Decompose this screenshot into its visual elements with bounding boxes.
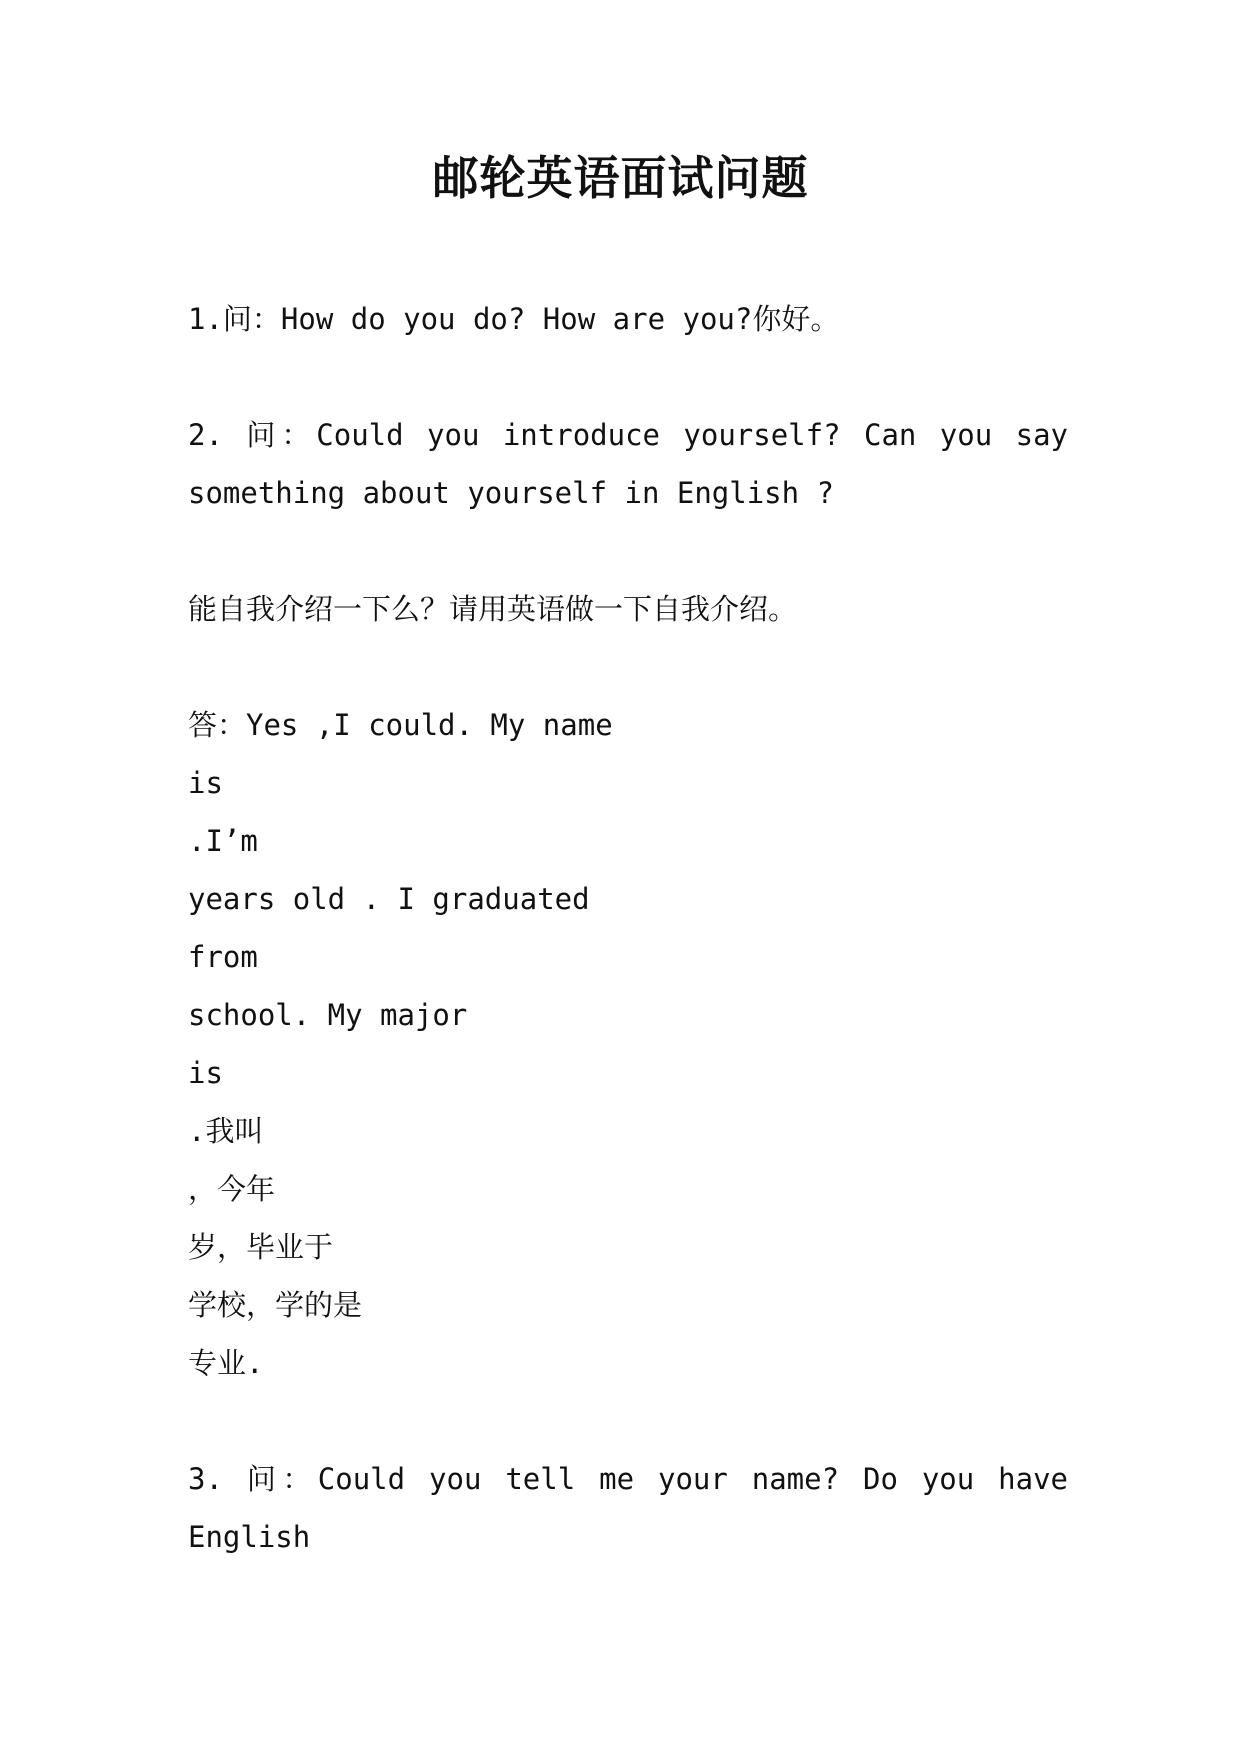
answer-line: from (188, 940, 258, 974)
answer-line: 答：Yes ,I could. My name (188, 708, 613, 742)
answer-line: is (188, 766, 223, 800)
paragraph-gap (188, 638, 1068, 696)
document-title: 邮轮英语面试问题 (432, 151, 809, 205)
answer-line: ，今年 (188, 1172, 276, 1206)
answer-line: years old . I graduated (188, 882, 590, 916)
question-2-line-2: something about yourself in English ? (188, 476, 835, 510)
answer-line: .I’m (188, 824, 258, 858)
answer-line: 学校，学的是 (188, 1288, 363, 1322)
question-2-translation: 能自我介绍一下么？请用英语做一下自我介绍。 (188, 592, 798, 626)
answer-line: is (188, 1056, 223, 1090)
question-3-line-2: English (188, 1520, 311, 1554)
paragraph-gap (188, 348, 1068, 406)
paragraph-gap (188, 1392, 1068, 1450)
question-3-line-1: 3. 问：Could you tell me your name? Do you have (188, 1462, 1068, 1496)
answer-line: .我叫 (188, 1114, 264, 1148)
question-2-line-1: 2. 问：Could you introduce yourself? Can you say (188, 418, 1068, 452)
paragraph-gap (188, 522, 1068, 580)
answer-line: school. My major (188, 998, 468, 1032)
document-body (188, 290, 1068, 1566)
answer-line: 岁，毕业于 (188, 1230, 334, 1264)
question-1-line: 1.问：How do you do? How are you?你好。 (188, 302, 840, 336)
answer-line: 专业. (188, 1346, 264, 1380)
